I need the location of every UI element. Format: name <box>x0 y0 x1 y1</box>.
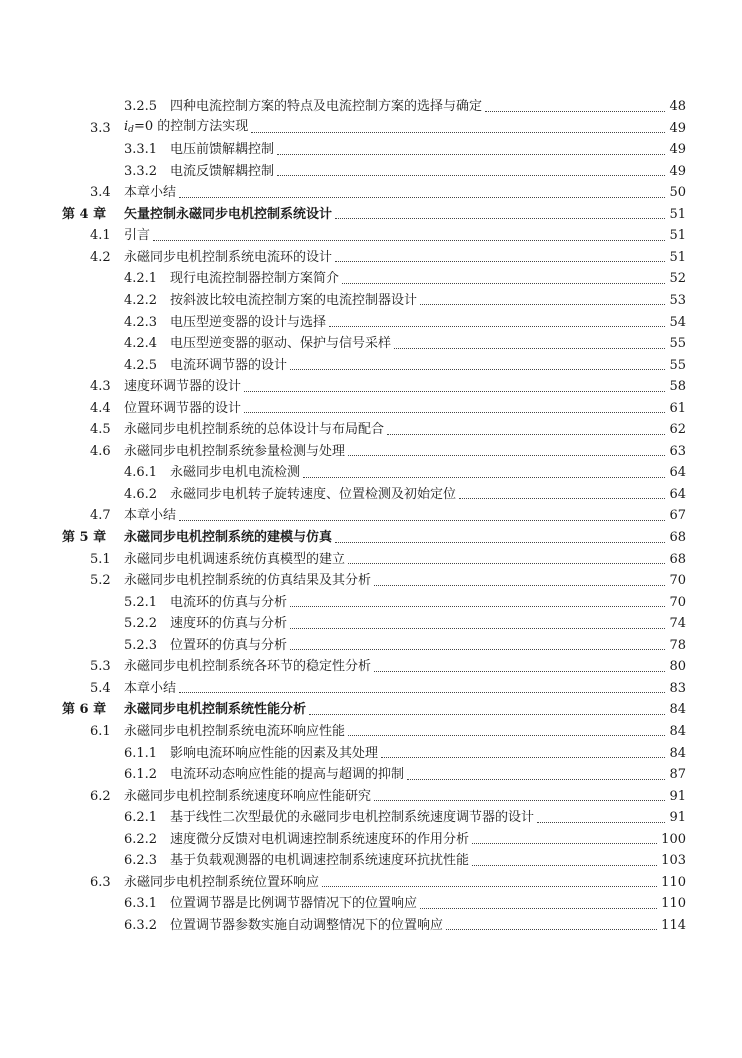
toc-leader-dots <box>485 91 665 112</box>
toc-leader-dots <box>322 866 657 887</box>
toc-entry-page: 63 <box>667 442 686 462</box>
toc-entry-number: 6.2.2 <box>124 831 158 847</box>
toc-entry-page: 68 <box>667 550 686 570</box>
toc-entry-number: 6.3 <box>90 874 111 890</box>
toc-leader-dots <box>472 823 657 844</box>
toc-entry-number: 3.3.1 <box>124 142 158 158</box>
toc-entry-number: 3.4 <box>90 185 111 201</box>
toc-leader-dots <box>472 845 657 866</box>
toc-entry-page: 64 <box>667 463 686 483</box>
toc-leader-dots <box>244 371 665 392</box>
toc-entry-number: 4.2.2 <box>124 292 158 308</box>
toc-entry-page: 62 <box>667 420 686 440</box>
toc-entry-number: 5.4 <box>90 680 111 696</box>
toc-entry-page: 53 <box>667 291 686 311</box>
toc-entry-page: 61 <box>667 399 686 419</box>
toc-leader-dots <box>335 198 665 219</box>
toc-entry-page: 51 <box>667 226 686 246</box>
toc-entry-title: 永磁同步电机控制系统的仿真结果及其分析 <box>124 571 374 591</box>
toc-entry-page: 84 <box>667 722 686 742</box>
toc-entry-title: 速度微分反馈对电机调速控制系统速度环的作用分析 <box>170 830 472 850</box>
toc-entry-page: 70 <box>667 571 686 591</box>
toc-entry-title: 影响电流环响应性能的因素及其处理 <box>170 744 381 764</box>
toc-entry-title: 本章小结 <box>124 506 179 526</box>
toc-entry-number: 4.2.5 <box>124 357 158 373</box>
toc-entry-page: 74 <box>667 614 686 634</box>
toc-entry-title: 位置环调节器的设计 <box>124 399 244 419</box>
toc-leader-dots <box>348 435 665 456</box>
toc-entry-title: 按斜波比较电流控制方案的电流控制器设计 <box>170 291 420 311</box>
toc-entry-page: 64 <box>667 485 686 505</box>
toc-entry-number: 4.6.2 <box>124 486 158 502</box>
toc-entry-page: 103 <box>659 851 686 871</box>
toc-entry-page: 80 <box>667 657 686 677</box>
toc-entry-page: 55 <box>667 356 686 376</box>
toc-entry-page: 84 <box>667 744 686 764</box>
toc-entry-title: 永磁同步电机控制系统电流环的设计 <box>124 248 335 268</box>
toc-entry-number: 3.3 <box>90 120 111 136</box>
toc-entry-page: 87 <box>667 765 686 785</box>
toc-leader-dots <box>348 715 665 736</box>
toc-entry-title: 电流反馈解耦控制 <box>170 162 277 182</box>
toc-entry-title: 位置调节器参数实施自动调整情况下的位置响应 <box>170 916 446 936</box>
toc-entry-number: 5.2.2 <box>124 616 158 632</box>
toc-entry-title: 永磁同步电机控制系统的总体设计与布局配合 <box>124 420 387 440</box>
toc-entry-title: 现行电流控制器控制方案简介 <box>170 269 342 289</box>
toc-entry-number: 6.1.1 <box>124 745 158 761</box>
toc-entry-page: 55 <box>667 334 686 354</box>
toc-entry-number: 4.2 <box>90 249 111 265</box>
toc-entry-page: 49 <box>667 162 686 182</box>
toc-leader-dots <box>290 349 665 370</box>
toc-entry-title: 永磁同步电机控制系统位置环响应 <box>124 873 322 893</box>
toc-leader-dots <box>303 457 665 478</box>
toc-entry-number: 4.2.1 <box>124 271 158 287</box>
toc-entry-number: 5.2.1 <box>124 594 158 610</box>
toc-entry-number: 4.2.4 <box>124 336 158 352</box>
toc-entry-page: 100 <box>659 830 686 850</box>
toc-entry-page: 84 <box>667 700 686 720</box>
toc-entry-page: 50 <box>667 183 686 203</box>
toc-entry-page: 49 <box>667 140 686 160</box>
toc-entry-title: 电压型逆变器的设计与选择 <box>170 313 329 333</box>
toc-entry-title: 电流环动态响应性能的提高与超调的抑制 <box>170 765 407 785</box>
toc-entry-page: 78 <box>667 636 686 656</box>
toc-entry-title: 引言 <box>124 226 153 246</box>
toc-entry-title: 永磁同步电机调速系统仿真模型的建立 <box>124 550 348 570</box>
toc-entry-number: 第 5 章 <box>62 530 107 545</box>
toc-leader-dots <box>335 522 665 543</box>
toc-leader-dots <box>374 780 665 801</box>
toc-entry-title: $i_d=0$ 的控制方法实现 <box>124 117 251 140</box>
toc-entry-number: 5.2.3 <box>124 637 158 653</box>
toc-entry-page: 52 <box>667 269 686 289</box>
toc-entry-number: 5.2 <box>90 573 111 589</box>
toc-entry-number: 6.2.3 <box>124 853 158 869</box>
toc-entry-title: 速度环调节器的设计 <box>124 377 244 397</box>
toc-entry-number: 4.7 <box>90 508 111 524</box>
toc-entry-page: 54 <box>667 313 686 333</box>
toc-leader-dots <box>290 629 665 650</box>
toc-leader-dots <box>459 478 665 499</box>
toc-entry-page: 114 <box>659 916 686 936</box>
toc-entry-page: 91 <box>667 808 686 828</box>
toc-entry-number: 4.3 <box>90 379 111 395</box>
toc-entry-number: 4.5 <box>90 422 111 438</box>
toc-entry-page: 48 <box>667 97 686 117</box>
toc-entry-title: 永磁同步电机电流检测 <box>170 463 303 483</box>
toc-entry-page: 83 <box>667 679 686 699</box>
toc-entry-title: 永磁同步电机控制系统参量检测与处理 <box>124 442 348 462</box>
toc-entry-number: 4.6 <box>90 443 111 459</box>
toc-entry-number: 3.3.2 <box>124 163 158 179</box>
toc-entry-title: 电压前馈解耦控制 <box>170 140 277 160</box>
toc-entry-page: 51 <box>667 248 686 268</box>
toc-leader-dots <box>277 155 665 176</box>
toc-leader-dots <box>446 909 657 930</box>
toc-entry-number: 第 6 章 <box>62 702 107 718</box>
toc-leader-dots <box>387 414 665 435</box>
toc-leader-dots <box>394 328 665 349</box>
toc-leader-dots <box>335 241 665 262</box>
toc-leader-dots <box>179 672 665 693</box>
toc-leader-dots <box>348 543 665 564</box>
toc-entry-number: 4.2.3 <box>124 314 158 330</box>
toc-leader-dots <box>381 737 665 758</box>
toc-leader-dots <box>329 306 665 327</box>
toc-entry-title: 永磁同步电机转子旋转速度、位置检测及初始定位 <box>170 485 459 505</box>
toc-leader-dots <box>537 802 665 823</box>
toc-entry[interactable] <box>0 916 742 936</box>
toc-entry-number: 5.1 <box>90 551 111 567</box>
toc-entry-title: 速度环的仿真与分析 <box>170 614 290 634</box>
toc-entry-number: 第 4 章 <box>62 206 107 222</box>
toc-leader-dots <box>251 112 665 133</box>
toc-entry-number: 4.1 <box>90 228 111 244</box>
toc-entry-number: 3.2.5 <box>124 99 158 114</box>
toc-entry-page: 67 <box>667 506 686 526</box>
toc-leader-dots <box>420 284 665 305</box>
toc-entry-title: 基于负载观测器的电机调速控制系统速度环抗扰性能 <box>170 851 472 871</box>
toc-entry-title: 永磁同步电机控制系统的建模与仿真 <box>124 528 335 548</box>
toc-entry-number: 5.3 <box>90 659 111 675</box>
toc-entry-title: 电流环调节器的设计 <box>170 356 290 376</box>
toc-entry-title: 永磁同步电机控制系统各环节的稳定性分析 <box>124 657 374 677</box>
toc-leader-dots <box>179 500 665 521</box>
toc-entry-page: 110 <box>659 873 686 893</box>
toc-entry-page: 110 <box>659 894 686 914</box>
toc-entry-page: 51 <box>667 205 686 225</box>
toc-entry-title: 电流环的仿真与分析 <box>170 593 290 613</box>
toc-entry-title: 基于线性二次型最优的永磁同步电机控制系统速度调节器的设计 <box>170 808 537 828</box>
toc-entry-page: 58 <box>667 377 686 397</box>
toc-entry-number: 6.3.2 <box>124 917 158 933</box>
toc-entry-title: 永磁同步电机控制系统速度环响应性能研究 <box>124 787 374 807</box>
toc-entry-number: 6.3.1 <box>124 896 158 912</box>
toc-entry-title: 永磁同步电机控制系统性能分析 <box>124 700 309 720</box>
toc-entry-number: 4.6.1 <box>124 465 158 481</box>
toc-entry-title: 永磁同步电机控制系统电流环响应性能 <box>124 722 348 742</box>
toc-leader-dots <box>179 177 665 198</box>
toc-entry-page: 49 <box>667 119 686 139</box>
toc-leader-dots <box>277 134 665 155</box>
toc-leader-dots <box>309 694 665 715</box>
toc-leader-dots <box>153 220 665 241</box>
toc-entry-title: 四种电流控制方案的特点及电流控制方案的选择与确定 <box>170 97 485 117</box>
toc-entry-page: 70 <box>667 593 686 613</box>
toc-leader-dots <box>290 608 665 629</box>
toc-leader-dots <box>420 888 657 909</box>
toc-entry-number: 6.2 <box>90 788 111 804</box>
toc-entry-title: 位置调节器是比例调节器情况下的位置响应 <box>170 894 420 914</box>
toc-entry-title: 矢量控制永磁同步电机控制系统设计 <box>124 205 335 225</box>
toc-entry-page: 68 <box>667 528 686 548</box>
toc-leader-dots <box>374 565 665 586</box>
toc-leader-dots <box>342 263 665 284</box>
toc-entry-number: 6.1 <box>90 723 111 739</box>
toc-leader-dots <box>374 651 665 672</box>
toc-leader-dots <box>407 759 665 780</box>
toc-entry-number: 6.2.1 <box>124 810 158 826</box>
toc-entry-title: 电压型逆变器的驱动、保护与信号采样 <box>170 334 394 354</box>
toc-entry-number: 6.1.2 <box>124 767 158 783</box>
toc-leader-dots <box>244 392 665 413</box>
toc-entry-title: 位置环的仿真与分析 <box>170 636 290 656</box>
toc-entry-number: 4.4 <box>90 400 111 416</box>
toc-leader-dots <box>290 586 665 607</box>
toc-entry-title: 本章小结 <box>124 183 179 203</box>
toc-entry-page: 91 <box>667 787 686 807</box>
toc-entry-title: 本章小结 <box>124 679 179 699</box>
